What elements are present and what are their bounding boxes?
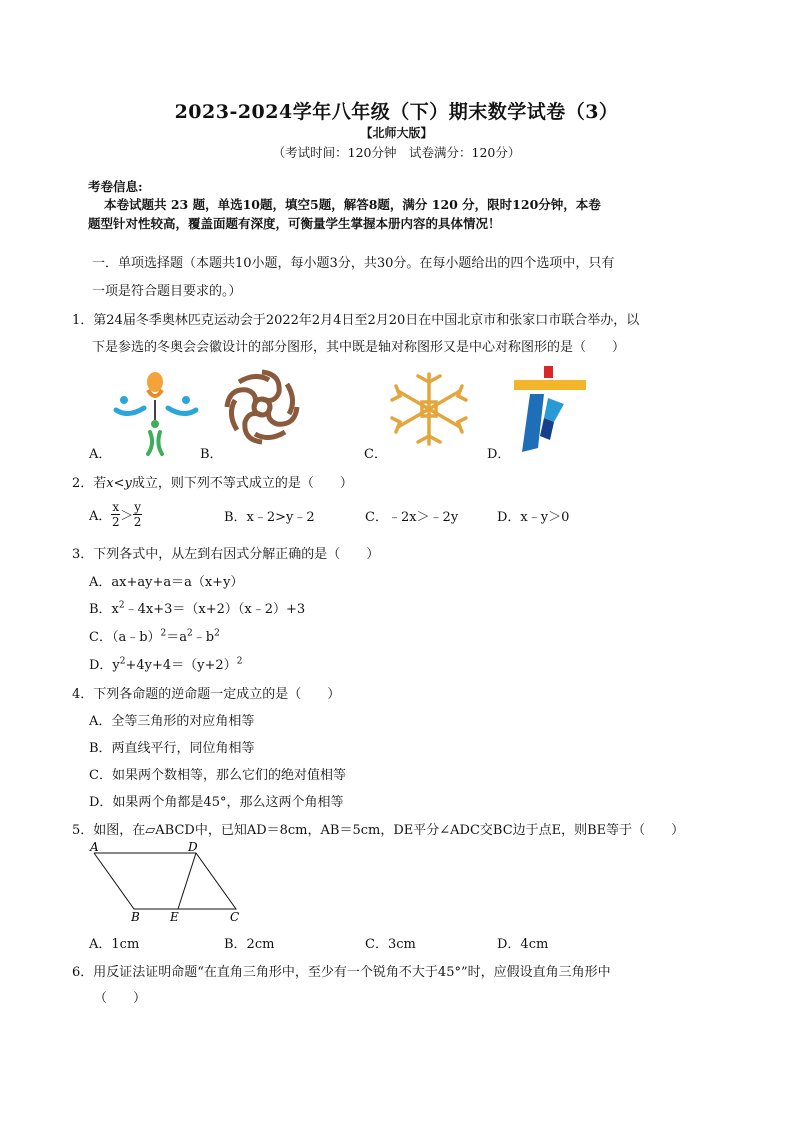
snowflake-logo-icon [386, 368, 472, 450]
fraction-numerator: x [112, 500, 120, 514]
q1-option-b-label: B． [200, 447, 223, 462]
point-e-label: E [170, 910, 179, 923]
knot-logo-icon [219, 364, 305, 450]
fraction-y-over-2 [133, 500, 142, 529]
section-heading-line-2: 一项是符合题目要求的。） [92, 284, 242, 299]
q3-stem: 3．下列各式中，从左到右因式分解正确的是（ ） [72, 547, 380, 562]
q5-option-a: A．1cm [89, 937, 140, 952]
q4-option-b: B．两直线平行，同位角相等 [89, 741, 255, 756]
info-heading: 考卷信息: [88, 179, 143, 194]
point-c-label: C [230, 910, 240, 923]
q3-option-d-text: D．y [89, 658, 120, 673]
q5-option-d: D．4cm [497, 937, 549, 952]
q2-option-a [89, 500, 142, 529]
q3-option-c [89, 626, 220, 645]
ribbon-logo-icon [510, 364, 588, 456]
info-line-1: 本卷试题共 23 题，单选10题，填空5题，解答8题，满分 120 分，限时120分钟，本卷 [104, 197, 601, 212]
fraction-numerator: y [134, 500, 141, 514]
point-a-label: A [90, 841, 99, 854]
q3-option-b-text: ﹣4x+3＝（x+2）（x﹣2）+3 [124, 602, 306, 617]
fraction-denominator: 2 [133, 515, 142, 529]
fraction-denominator: 2 [111, 515, 120, 529]
exam-timing: （考试时间：120分钟 试卷满分：120分） [272, 145, 521, 160]
exponent: 2 [214, 628, 220, 639]
q2-var-y: y [124, 476, 132, 491]
section-heading-line-1: 一．单项选择题（本题共10小题，每小题3分，共30分。在每小题给出的四个选项中，只有 [92, 256, 615, 271]
q2-stem [72, 472, 353, 491]
q2-var-x: x [106, 476, 114, 491]
parallelogram-figure [88, 841, 248, 923]
info-line-2: 题型针对性较高，覆盖面题有深度，可衡量学生掌握本册内容的具体情况！ [88, 216, 501, 231]
q6-stem-line-2: （ ） [94, 991, 147, 1006]
exponent: 2 [160, 628, 167, 639]
q1-stem-line-2: 下是参选的冬奥会会徽设计的部分图形，其中既是轴对称图形又是中心对称图形的是（ ） [92, 340, 626, 355]
q3-option-a: A．ax+ay+a＝a（x+y） [89, 575, 244, 590]
q4-option-d: D．如果两个角都是45°，那么这两个角相等 [89, 795, 344, 810]
exponent: 2 [236, 656, 243, 667]
q3-option-d [89, 654, 242, 673]
point-b-label: B [131, 910, 140, 923]
q1-option-c-label: C． [364, 447, 387, 462]
q4-option-a: A．全等三角形的对应角相等 [89, 714, 255, 729]
q5-option-c: C．3cm [365, 937, 416, 952]
q3-option-d-text: +4y+4＝（y+2） [125, 658, 237, 673]
point-d-label: D [188, 841, 198, 854]
fraction-x-over-2 [111, 500, 120, 529]
edition-label: 【北师大版】 [360, 126, 433, 140]
q3-option-b [89, 598, 305, 617]
q1-stem-line-1: 1．第24届冬季奥林匹克运动会于2022年2月4日至2月20日在中国北京市和张家口市联合举办，以 [72, 313, 640, 328]
q4-option-c: C．如果两个数相等，那么它们的绝对值相等 [89, 768, 346, 783]
exam-title: 2023-2024学年八年级（下）期末数学试卷（3） [174, 101, 619, 123]
q6-stem-line-1: 6．用反证法证明命题“在直角三角形中，至少有一个锐角不大于45°”时，应假设直角三角形中 [72, 965, 611, 980]
q1-option-d-label: D． [487, 447, 511, 462]
q3-option-c-text: ＝a [166, 630, 188, 645]
q5-option-b: B．2cm [224, 937, 275, 952]
q2-option-b: B．x﹣2>y﹣2 [224, 510, 315, 525]
greater-than-sign: ＞ [120, 509, 134, 524]
figure-logo-icon [112, 370, 200, 456]
q2-option-a-label: A． [89, 509, 112, 524]
exponent: 2 [118, 600, 125, 611]
q2-option-c: C．﹣2x＞﹣2y [365, 510, 459, 525]
exponent: 2 [119, 656, 126, 667]
q2-stem-suffix: 成立，则下列不等式成立的是（ ） [131, 476, 353, 491]
q3-option-c-text: C．（a﹣b） [89, 630, 161, 645]
q4-stem: 4．下列各命题的逆命题一定成立的是（ ） [72, 687, 341, 702]
q1-option-a-label: A． [89, 447, 112, 462]
q2-stem-prefix: 2．若 [72, 476, 107, 491]
q2-option-d: D．x﹣y＞0 [497, 510, 570, 525]
exponent: 2 [187, 628, 193, 639]
q3-option-b-text: B．x [89, 602, 119, 617]
q3-option-c-text: ﹣b [192, 630, 215, 645]
q5-stem: 5．如图，在▱ABCD中，已知AD＝8cm，AB＝5cm，DE平分∠ADC交BC边于点E，则BE等于（ ） [72, 823, 685, 838]
q2-lt: < [113, 476, 125, 491]
